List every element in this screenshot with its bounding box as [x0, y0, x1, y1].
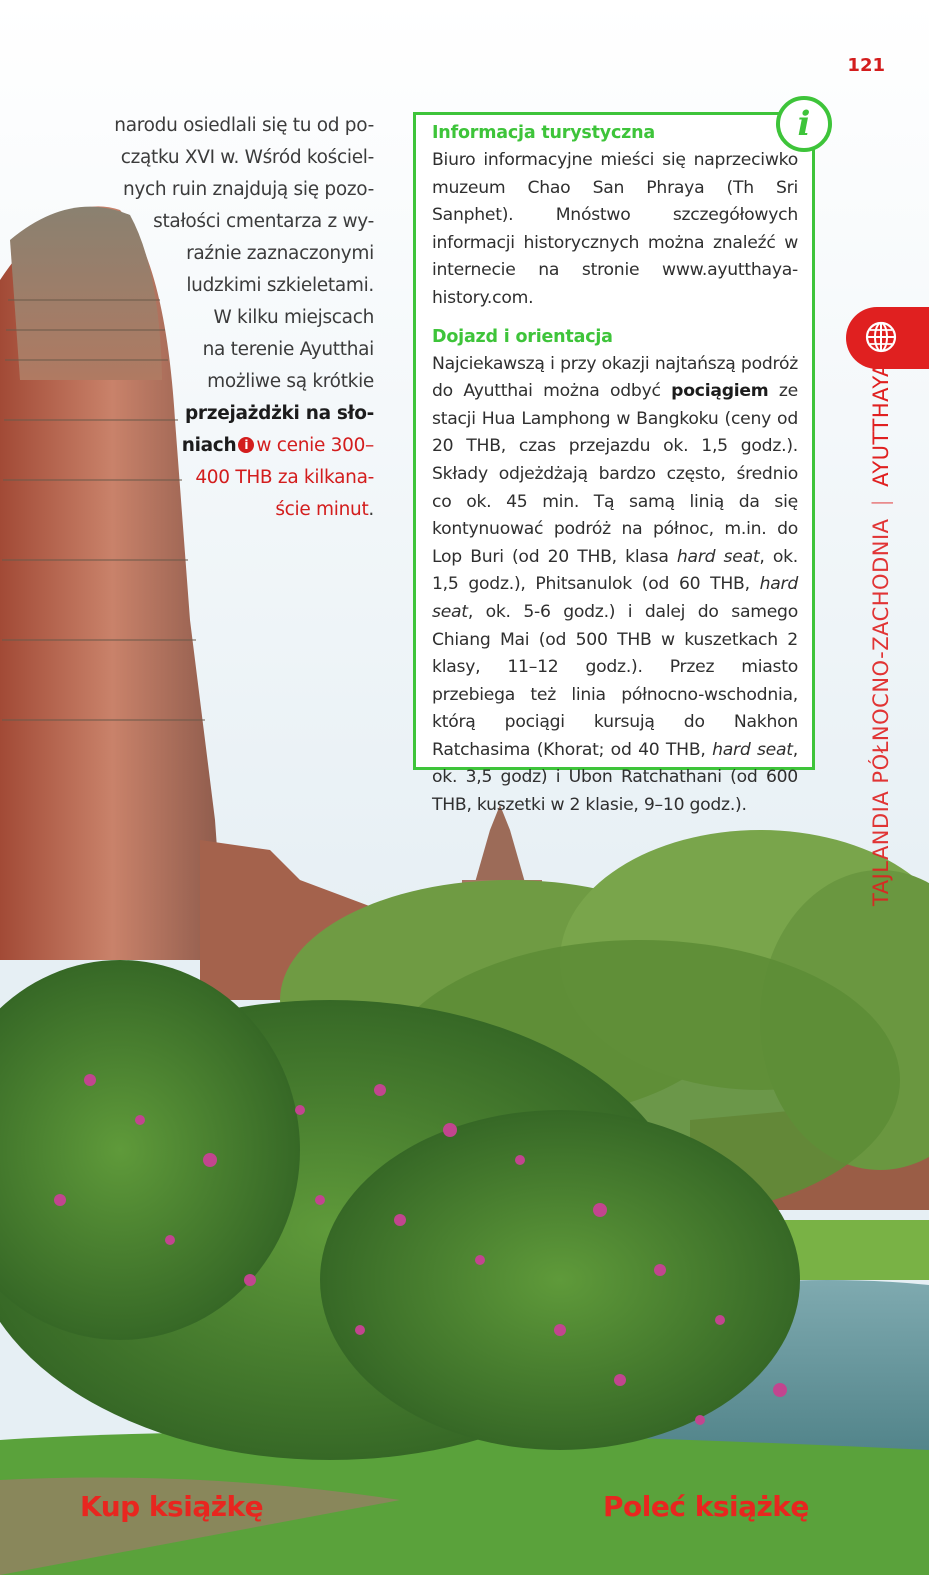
punctuation: . — [368, 499, 374, 520]
bold-text: niach — [181, 435, 237, 456]
globe-icon — [864, 320, 898, 354]
text-line: możliwe są krótkie — [207, 371, 374, 392]
region-label: TAJLANDIA PÓŁNOCNO-ZACHODNIA — [869, 518, 893, 906]
text-line: narodu osiedlali się tu od po- — [114, 115, 374, 136]
page-number: 121 — [847, 55, 885, 76]
side-running-header — [869, 362, 893, 906]
info-icon: i — [776, 96, 832, 152]
separator: | — [869, 498, 893, 507]
text-line: czątku XVI w. Wśród kościel- — [120, 147, 374, 168]
text-line: raźnie zaznaczonymi — [186, 243, 374, 264]
text-line: na terenie Ayutthai — [202, 339, 374, 360]
price-text: ście minut — [275, 499, 369, 520]
tourist-info-box — [413, 112, 815, 816]
chapter-tab — [846, 307, 929, 369]
left-column-text — [90, 110, 374, 526]
text-line: nych ruin znajdują się pozo- — [122, 179, 374, 200]
recommend-book-button[interactable]: Poleć książkę — [603, 1490, 809, 1523]
bold-text-line: przejażdżki na sło- — [184, 403, 374, 424]
transport-heading: Dojazd i orientacja — [432, 326, 613, 347]
price-text: 400 THB za kilkana- — [195, 467, 374, 488]
text-line: stałości cmentarza z wy- — [153, 211, 374, 232]
text-line: ludzkimi szkieletami. — [186, 275, 374, 296]
bold-term: pociągiem — [671, 381, 769, 402]
info-heading: Informacja turystyczna — [432, 123, 656, 143]
price-text: w cenie 300– — [256, 435, 374, 456]
transport-paragraph: Najciekawszą i przy okazji najtańszą podróż do Ayutthai można odbyć pociągiem ze stacji Hua Lamphong w Bangkoku (ceny od 20 THB, czas przejazdu ok. 1,5 godz.). Składy odjeżdżają bardzo często, średnio co ok. 45 min. Tą samą linią da się kontynuować podróż na północ, m.in. do Lop Buri (od 20 THB, klasa hard seat, ok. 1,5 godz.), Phitsanulok (od 60 THB, hard seat, ok. 5-6 godz.) i dalej do samego Chiang Mai (od 500 THB w kuszetkach 2 klasy, 11–12 godz.). Przez miasto przebiega też linia północno-wschodnia, którą pociągi kursują do Nakhon Ratchasima (Khorat; od 40 THB, hard seat, ok. 3,5 godz) i Ubon Ratchathani (od 600 THB, kuszetki w 2 klasie, 9–10 godz.). — [432, 353, 799, 816]
info-marker-icon: i — [238, 437, 254, 453]
buy-book-button[interactable]: Kup książkę — [80, 1490, 264, 1523]
info-paragraph: Biuro informacyjne mieści się naprzeciwko muzeum Chao San Phraya (Th Sri Sanphet). Mnóstwo szczegółowych informacji historycznych można znaleźć w internecie na stronie www.ayutthaya-history.com. — [432, 150, 798, 308]
text-line: W kilku miejscach — [213, 307, 374, 328]
chapter-label: AYUTTHAYA — [869, 362, 893, 487]
